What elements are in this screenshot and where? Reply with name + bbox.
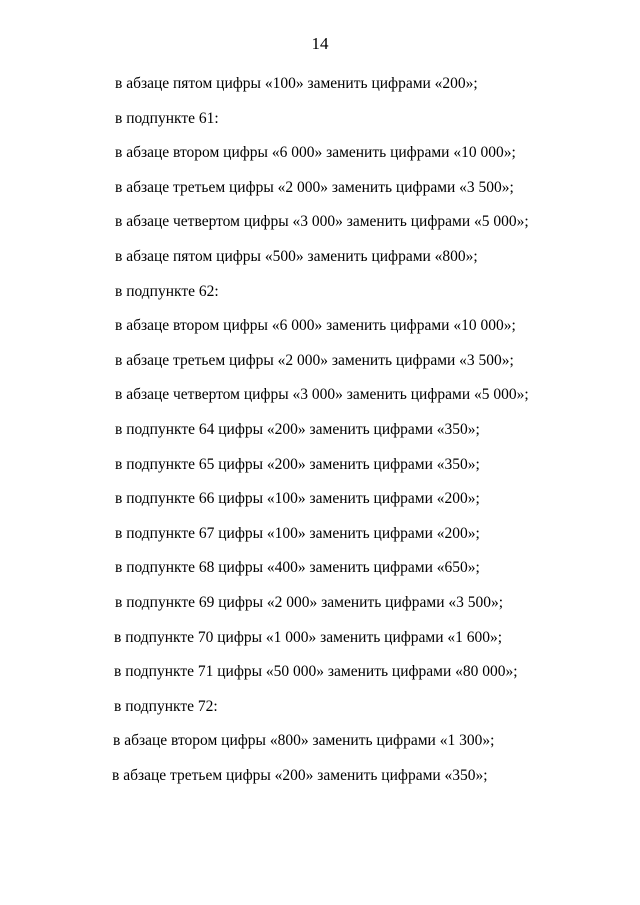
amendment-line: в абзаце четвертом цифры «3 000» заменить цифрами «5 000»;: [115, 386, 529, 404]
amendment-line: в абзаце третьем цифры «2 000» заменить цифрами «3 500»;: [115, 178, 514, 196]
amendment-line: в подпункте 66 цифры «100» заменить цифрами «200»;: [115, 490, 480, 508]
amendment-line: в абзаце втором цифры «6 000» заменить цифрами «10 000»;: [115, 317, 516, 335]
amendment-line: в подпункте 70 цифры «1 000» заменить цифрами «1 600»;: [114, 628, 503, 646]
amendment-line: в подпункте 65 цифры «200» заменить цифрами «350»;: [115, 455, 480, 473]
amendment-line: в абзаце втором цифры «800» заменить цифрами «1 300»;: [113, 732, 495, 750]
amendment-line: в подпункте 69 цифры «2 000» заменить цифрами «3 500»;: [115, 593, 504, 611]
amendment-line: в абзаце пятом цифры «500» заменить цифрами «800»;: [115, 247, 478, 265]
amendment-line: в подпункте 68 цифры «400» заменить цифрами «650»;: [115, 559, 480, 577]
amendment-line: в абзаце третьем цифры «2 000» заменить цифрами «3 500»;: [115, 351, 514, 369]
amendment-line: в абзаце четвертом цифры «3 000» заменить цифрами «5 000»;: [115, 213, 529, 231]
amendment-line: в абзаце третьем цифры «200» заменить цифрами «350»;: [112, 766, 488, 784]
amendment-line: в абзаце пятом цифры «100» заменить цифрами «200»;: [115, 75, 478, 92]
amendment-line: в подпункте 72:: [114, 697, 218, 715]
amendment-line: в подпункте 62:: [115, 282, 219, 300]
amendment-line: в подпункте 61:: [115, 109, 219, 127]
amendment-line: в абзаце втором цифры «6 000» заменить цифрами «10 000»;: [115, 144, 516, 162]
page-number: 14: [311, 34, 329, 53]
amendment-line: в подпункте 64 цифры «200» заменить цифрами «350»;: [115, 420, 480, 438]
amendment-list: [112, 74, 615, 800]
amendment-line: в подпункте 71 цифры «50 000» заменить цифрами «80 000»;: [114, 663, 518, 681]
amendment-line: в подпункте 67 цифры «100» заменить цифрами «200»;: [115, 524, 480, 542]
